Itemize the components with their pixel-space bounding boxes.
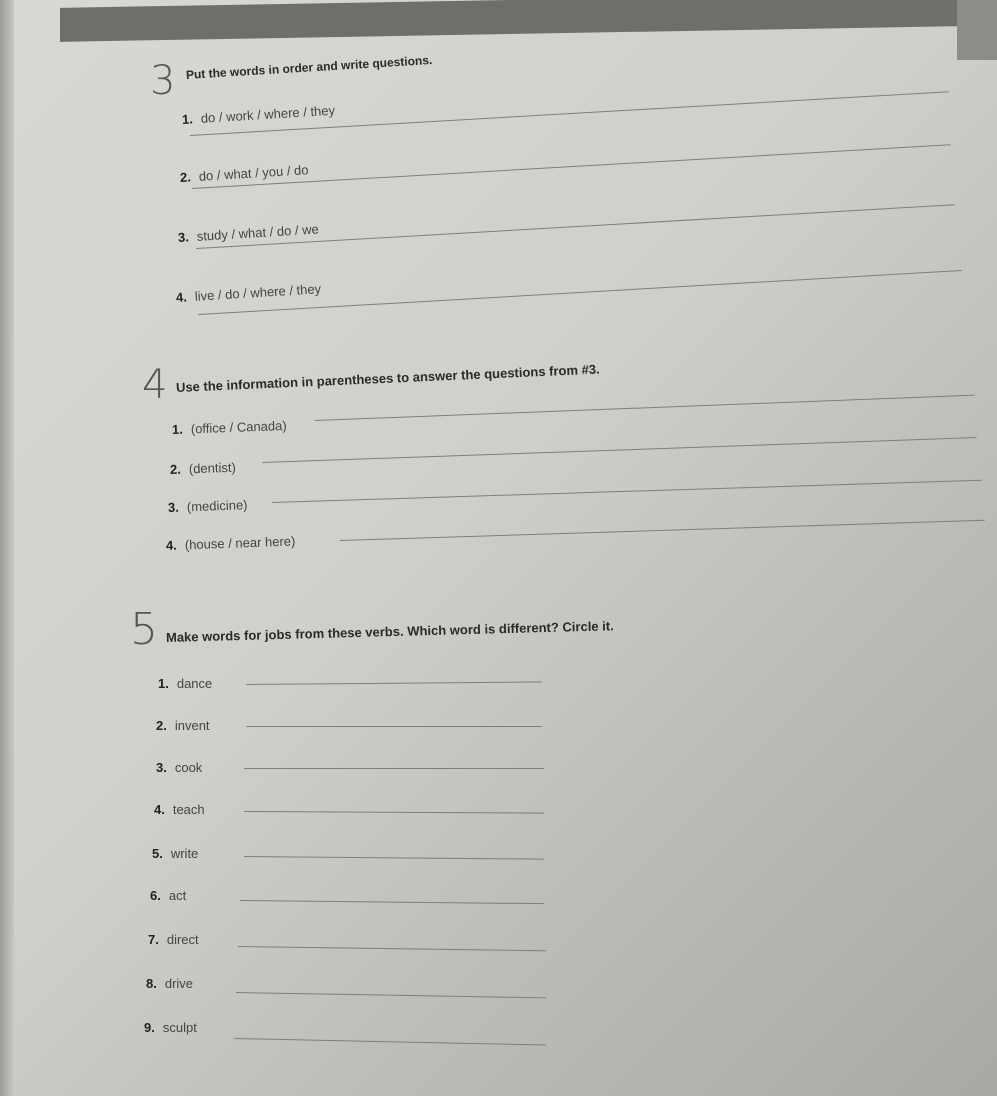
s5-item-2: 2. invent — [156, 718, 210, 733]
section-5-number: 5 — [130, 604, 158, 655]
s4-answer-line-2 — [262, 437, 977, 463]
section-4-number: 4 — [142, 362, 168, 408]
section-4-instruction: Use the information in parentheses to answer the questions from #3. — [175, 361, 600, 395]
section-3-number: 3 — [150, 58, 176, 104]
s5-item-3: 3. cook — [156, 760, 203, 775]
s5-answer-line-7 — [238, 946, 546, 951]
section-5-instruction: Make words for jobs from these verbs. Which word is different? Circle it. — [165, 618, 614, 645]
s5-item-9: 9. sculpt — [144, 1020, 197, 1035]
s5-answer-line-8 — [236, 992, 546, 998]
s5-item-5: 5. write — [152, 846, 199, 861]
s4-item-2: 2. (dentist) — [169, 459, 237, 477]
s3-item-4: 4. live / do / where / they — [175, 281, 322, 305]
s4-answer-line-1 — [315, 395, 975, 421]
s5-answer-line-1 — [246, 681, 542, 685]
s5-item-7: 7. direct — [148, 932, 199, 947]
s3-item-2: 2. do / what / you / do — [179, 162, 309, 185]
s5-item-4: 4. teach — [154, 802, 205, 817]
s4-item-1: 1. (office / Canada) — [171, 418, 287, 437]
s5-item-6: 6. act — [150, 888, 187, 903]
section-3-instruction: Put the words in order and write questions. — [185, 52, 433, 82]
s4-answer-line-4 — [340, 520, 985, 541]
s4-answer-line-3 — [272, 480, 982, 503]
s5-item-1: 1. dance — [158, 676, 213, 691]
s5-answer-line-9 — [234, 1038, 546, 1046]
s5-answer-line-6 — [240, 900, 544, 904]
s5-answer-line-5 — [244, 856, 544, 860]
s5-answer-line-4 — [244, 811, 544, 814]
s5-answer-line-2 — [246, 726, 542, 727]
s4-item-4: 4. (house / near here) — [165, 533, 296, 553]
s5-answer-line-3 — [244, 768, 544, 769]
s5-item-8: 8. drive — [146, 976, 194, 991]
s3-item-1: 1. do / work / where / they — [181, 102, 336, 127]
s4-item-3: 3. (medicine) — [167, 497, 248, 515]
s3-item-3: 3. study / what / do / we — [177, 221, 320, 245]
